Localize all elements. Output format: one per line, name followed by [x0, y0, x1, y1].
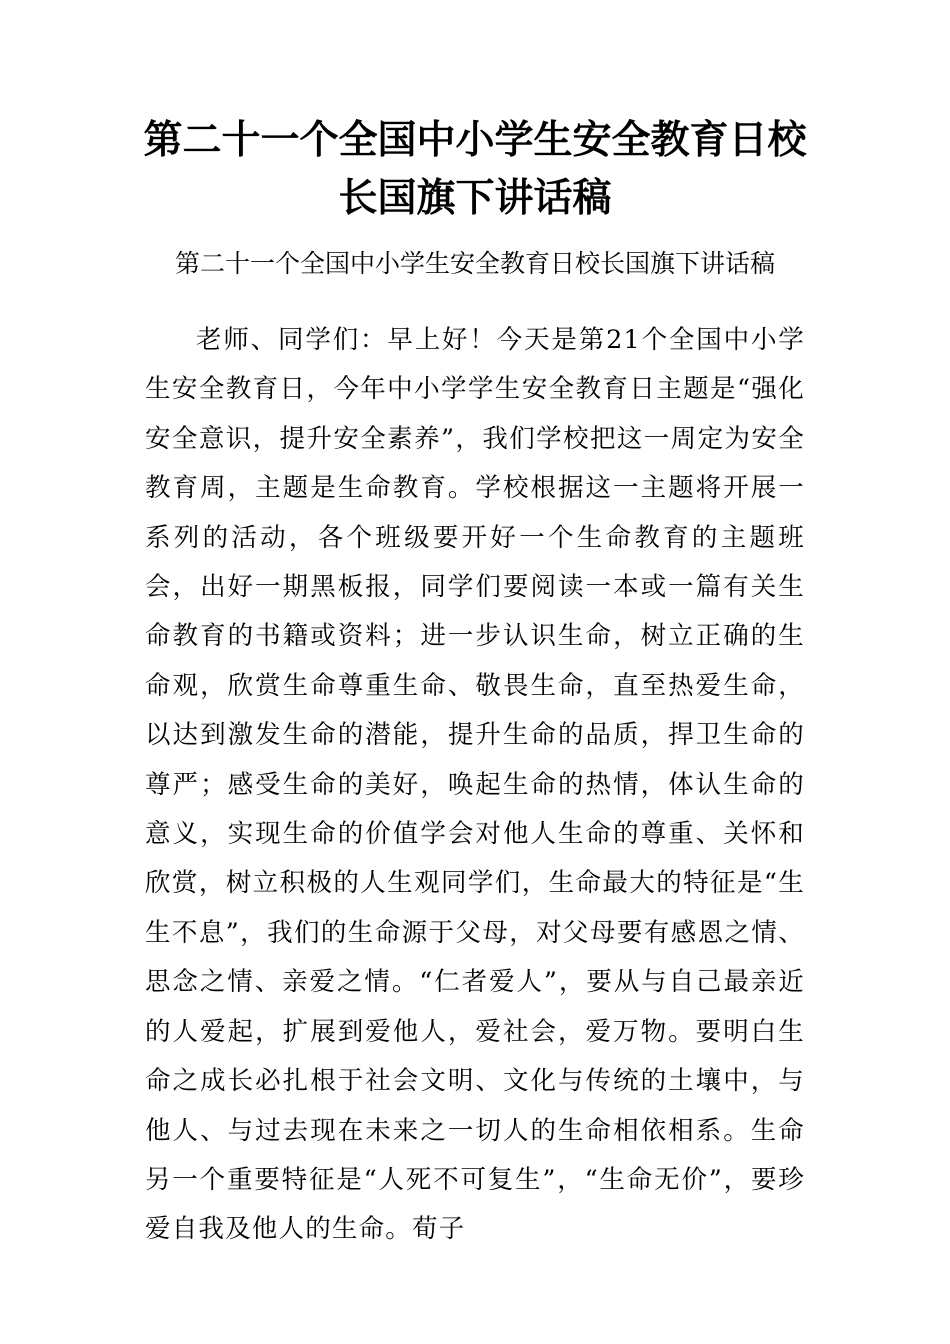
document-subtitle: 第二十一个全国中小学生安全教育日校长国旗下讲话稿: [174, 249, 775, 278]
document-body-paragraph: 老师、同学们：早上好！今天是第21个全国中小学生安全教育日，今年中小学学生安全教育日主题是“强化安全意识，提升安全素养”，我们学校把这一周定为安全教育周，主题是生命教育。学校根据这一主题将开展一系列的活动，各个班级要开好一个生命教育的主题班会，出好一期黑板报，同学们要阅读一本或一篇有关生命教育的书籍或资料；进一步认识生命，树立正确的生命观，欣赏生命尊重生命、敬畏生命，直至热爱生命，以达到激发生命的潜能，提升生命的品质，捍卫生命的尊严；感受生命的美好，唤起生命的热情，体认生命的意义，实现生命的价值学会对他人生命的尊重、关怀和欣赏，树立积极的人生观同学们，生命最大的特征是“生生不息”，我们的生命源于父母，对父母要有感恩之情、思念之情、亲爱之情。“仁者爱人”，要从与自己最亲近的人爱起，扩展到爱他人，爱社会，爱万物。要明白生命之成长必扎根于社会文明、文化与传统的土壤中，与他人、与过去现在未来之一切人的生命相依相系。生命另一个重要特征是“人死不可复生”，“生命无价”，要珍爱自我及他人的生命。荀子: [145, 325, 805, 1245]
document-title: 第二十一个全国中小学生安全教育日校长国旗下讲话稿: [143, 118, 807, 221]
